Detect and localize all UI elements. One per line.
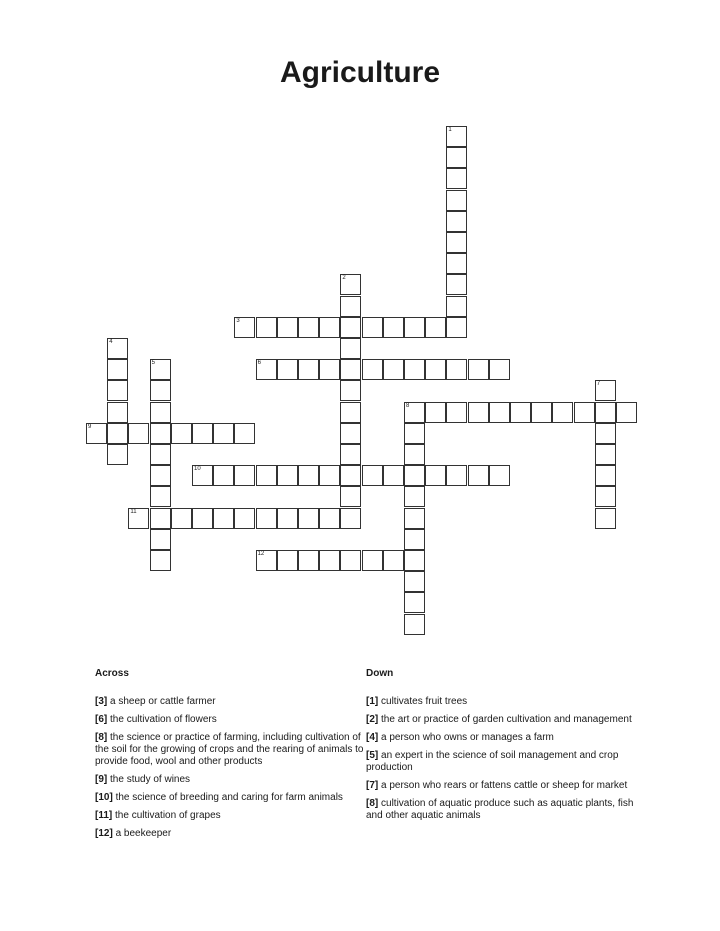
grid-cell[interactable] <box>616 402 637 423</box>
grid-cell[interactable] <box>234 423 255 444</box>
grid-cell[interactable] <box>404 423 425 444</box>
grid-cell[interactable] <box>595 465 616 486</box>
grid-cell[interactable] <box>277 550 298 571</box>
clue-text: the cultivation of flowers <box>107 714 217 725</box>
grid-cell[interactable] <box>319 359 340 380</box>
across-clues <box>95 668 365 846</box>
clue-text: cultivates fruit trees <box>378 696 468 707</box>
across-clue <box>95 696 365 708</box>
grid-cell[interactable] <box>489 402 510 423</box>
grid-cell[interactable] <box>234 317 255 338</box>
grid-cell[interactable] <box>107 423 128 444</box>
grid-cell[interactable] <box>404 317 425 338</box>
grid-cell[interactable] <box>425 317 446 338</box>
clue-number: 12 <box>257 551 265 557</box>
grid-cell[interactable] <box>256 550 277 571</box>
grid-cell[interactable] <box>362 465 383 486</box>
clue-text: the study of wines <box>107 774 191 785</box>
grid-cell[interactable] <box>150 359 171 380</box>
clue-num: [8] <box>95 732 108 743</box>
grid-cell[interactable] <box>446 168 467 189</box>
grid-cell[interactable] <box>340 444 361 465</box>
grid-cell[interactable] <box>404 444 425 465</box>
grid-cell[interactable] <box>362 317 383 338</box>
grid-cell[interactable] <box>468 359 489 380</box>
down-clue-list <box>366 696 636 822</box>
grid-cell[interactable] <box>319 550 340 571</box>
grid-cell[interactable] <box>362 550 383 571</box>
clue-num: [8] <box>366 798 379 809</box>
grid-cell[interactable] <box>446 126 467 147</box>
grid-cell[interactable] <box>256 508 277 529</box>
grid-cell[interactable] <box>446 147 467 168</box>
grid-cell[interactable] <box>404 614 425 635</box>
grid-cell[interactable] <box>340 274 361 295</box>
grid-cell[interactable] <box>404 592 425 613</box>
grid-cell[interactable] <box>298 317 319 338</box>
grid-cell[interactable] <box>595 486 616 507</box>
grid-cell[interactable] <box>340 317 361 338</box>
clue-num: [6] <box>95 714 108 725</box>
grid-cell[interactable] <box>489 465 510 486</box>
clue-text: the science of breeding and caring for farm animals <box>112 792 343 803</box>
grid-cell[interactable] <box>404 402 425 423</box>
grid-cell[interactable] <box>150 529 171 550</box>
grid-cell[interactable] <box>150 508 171 529</box>
across-clue <box>95 792 365 804</box>
clue-number: 8 <box>406 402 410 409</box>
grid-cell[interactable] <box>298 359 319 380</box>
clue-number: 2 <box>342 275 346 282</box>
grid-cell[interactable] <box>404 359 425 380</box>
across-clue <box>95 810 365 822</box>
grid-cell[interactable] <box>298 550 319 571</box>
grid-cell[interactable] <box>489 359 510 380</box>
down-clue <box>366 798 636 822</box>
clue-num: [9] <box>95 774 108 785</box>
down-clue <box>366 714 636 726</box>
grid-cell[interactable] <box>340 359 361 380</box>
grid-cell[interactable] <box>340 508 361 529</box>
across-heading: Across <box>95 668 129 679</box>
across-clue <box>95 732 365 768</box>
grid-cell[interactable] <box>150 550 171 571</box>
grid-cell[interactable] <box>595 380 616 401</box>
grid-cell[interactable] <box>446 274 467 295</box>
grid-cell[interactable] <box>256 317 277 338</box>
grid-cell[interactable] <box>595 508 616 529</box>
clue-number: 9 <box>88 423 92 430</box>
grid-cell[interactable] <box>277 359 298 380</box>
clue-number: 1 <box>448 127 452 133</box>
clue-number: 3 <box>236 317 240 324</box>
grid-cell[interactable] <box>150 486 171 507</box>
grid-cell[interactable] <box>383 465 404 486</box>
grid-cell[interactable] <box>340 338 361 359</box>
grid-cell[interactable] <box>404 465 425 486</box>
grid-cell[interactable] <box>340 402 361 423</box>
clue-number: 7 <box>596 381 601 388</box>
clue-text: a person who rears or fattens cattle or sheep for market <box>378 780 628 791</box>
grid-cell[interactable] <box>192 423 213 444</box>
clue-text: a beekeeper <box>112 828 172 839</box>
grid-cell[interactable] <box>468 465 489 486</box>
grid-cell[interactable] <box>446 253 467 274</box>
clue-num: [5] <box>366 750 379 761</box>
clue-num: [10] <box>95 792 113 803</box>
grid-cell[interactable] <box>298 508 319 529</box>
clue-num: [3] <box>95 696 108 707</box>
grid-cell[interactable] <box>404 486 425 507</box>
grid-cell[interactable] <box>256 465 277 486</box>
grid-cell[interactable] <box>319 317 340 338</box>
grid-cell[interactable] <box>425 359 446 380</box>
grid-cell[interactable] <box>340 380 361 401</box>
clue-number: 10 <box>194 466 201 473</box>
grid-cell[interactable] <box>446 190 467 211</box>
clue-number: 4 <box>109 339 113 345</box>
across-clue <box>95 828 365 840</box>
grid-cell[interactable] <box>383 317 404 338</box>
grid-cell[interactable] <box>277 317 298 338</box>
clue-num: [4] <box>366 732 379 743</box>
grid-cell[interactable] <box>468 402 489 423</box>
grid-cell[interactable] <box>340 423 361 444</box>
clue-num: [1] <box>366 696 379 707</box>
grid-cell[interactable] <box>150 465 171 486</box>
grid-cell[interactable] <box>256 359 277 380</box>
grid-cell[interactable] <box>446 402 467 423</box>
page-title: Agriculture <box>279 56 441 89</box>
grid-cell[interactable] <box>277 465 298 486</box>
grid-cell[interactable] <box>213 423 234 444</box>
grid-cell[interactable] <box>446 211 467 232</box>
grid-cell[interactable] <box>213 465 234 486</box>
grid-cell[interactable] <box>404 529 425 550</box>
down-clue <box>366 750 636 774</box>
grid-cell[interactable] <box>446 465 467 486</box>
grid-cell[interactable] <box>340 296 361 317</box>
clue-num: [2] <box>366 714 379 725</box>
grid-cell[interactable] <box>531 402 552 423</box>
grid-cell[interactable] <box>383 550 404 571</box>
clue-number: 5 <box>151 360 155 367</box>
grid-cell[interactable] <box>340 486 361 507</box>
clue-text: cultivation of aquatic produce such as aquatic plants, fish and other aquatic animals <box>366 798 634 821</box>
clue-number: 6 <box>257 360 261 367</box>
grid-cell[interactable] <box>362 359 383 380</box>
grid-cell[interactable] <box>107 402 128 423</box>
clue-text: a person who owns or manages a farm <box>378 732 554 743</box>
clue-text: an expert in the science of soil management and crop production <box>366 750 619 773</box>
grid-cell[interactable] <box>150 423 171 444</box>
grid-cell[interactable] <box>213 508 234 529</box>
grid-cell[interactable] <box>150 444 171 465</box>
clue-text: the art or practice of garden cultivation and management <box>378 714 632 725</box>
down-heading: Down <box>366 668 394 679</box>
grid-cell[interactable] <box>107 380 128 401</box>
grid-cell[interactable] <box>171 508 192 529</box>
grid-cell[interactable] <box>446 359 467 380</box>
grid-cell[interactable] <box>340 465 361 486</box>
grid-cell[interactable] <box>425 465 446 486</box>
grid-cell[interactable] <box>150 380 171 401</box>
grid-cell[interactable] <box>446 317 467 338</box>
grid-cell[interactable] <box>319 508 340 529</box>
grid-cell[interactable] <box>234 508 255 529</box>
grid-cell[interactable] <box>128 423 149 444</box>
grid-cell[interactable] <box>128 508 149 529</box>
grid-cell[interactable] <box>510 402 531 423</box>
grid-cell[interactable] <box>552 402 573 423</box>
grid-cell[interactable] <box>340 550 361 571</box>
across-clue-list <box>95 696 365 840</box>
grid-cell[interactable] <box>595 444 616 465</box>
clue-num: [7] <box>366 780 379 791</box>
grid-cell[interactable] <box>192 508 213 529</box>
grid-cell[interactable] <box>107 444 128 465</box>
clue-text: a sheep or cattle farmer <box>107 696 216 707</box>
clue-num: [12] <box>95 828 113 839</box>
grid-cell[interactable] <box>404 571 425 592</box>
grid-cell[interactable] <box>404 550 425 571</box>
grid-cell[interactable] <box>383 359 404 380</box>
grid-cell[interactable] <box>425 402 446 423</box>
grid-cell[interactable] <box>446 232 467 253</box>
grid-cell[interactable] <box>277 508 298 529</box>
grid-cell[interactable] <box>234 465 255 486</box>
across-clue <box>95 714 365 726</box>
clue-number: 11 <box>130 508 137 515</box>
clue-text: the science or practice of farming, including cultivation of the soil for the growing of crops and the rearing of animals to provide food, wool and other products <box>95 732 364 767</box>
grid-cell[interactable] <box>404 508 425 529</box>
down-clues <box>366 668 636 828</box>
grid-cell[interactable] <box>298 465 319 486</box>
clue-text: the cultivation of grapes <box>112 810 221 821</box>
down-clue <box>366 732 636 744</box>
clue-num: [11] <box>95 810 113 821</box>
grid-cell[interactable] <box>107 338 128 359</box>
grid-cell[interactable] <box>446 296 467 317</box>
down-clue <box>366 696 636 708</box>
grid-cell[interactable] <box>150 402 171 423</box>
grid-cell[interactable] <box>192 465 213 486</box>
grid-cell[interactable] <box>107 359 128 380</box>
grid-cell[interactable] <box>595 402 616 423</box>
across-clue <box>95 774 365 786</box>
down-clue <box>366 780 636 792</box>
grid-cell[interactable] <box>171 423 192 444</box>
grid-cell[interactable] <box>574 402 595 423</box>
grid-cell[interactable] <box>595 423 616 444</box>
grid-cell[interactable] <box>319 465 340 486</box>
grid-cell[interactable] <box>86 423 107 444</box>
